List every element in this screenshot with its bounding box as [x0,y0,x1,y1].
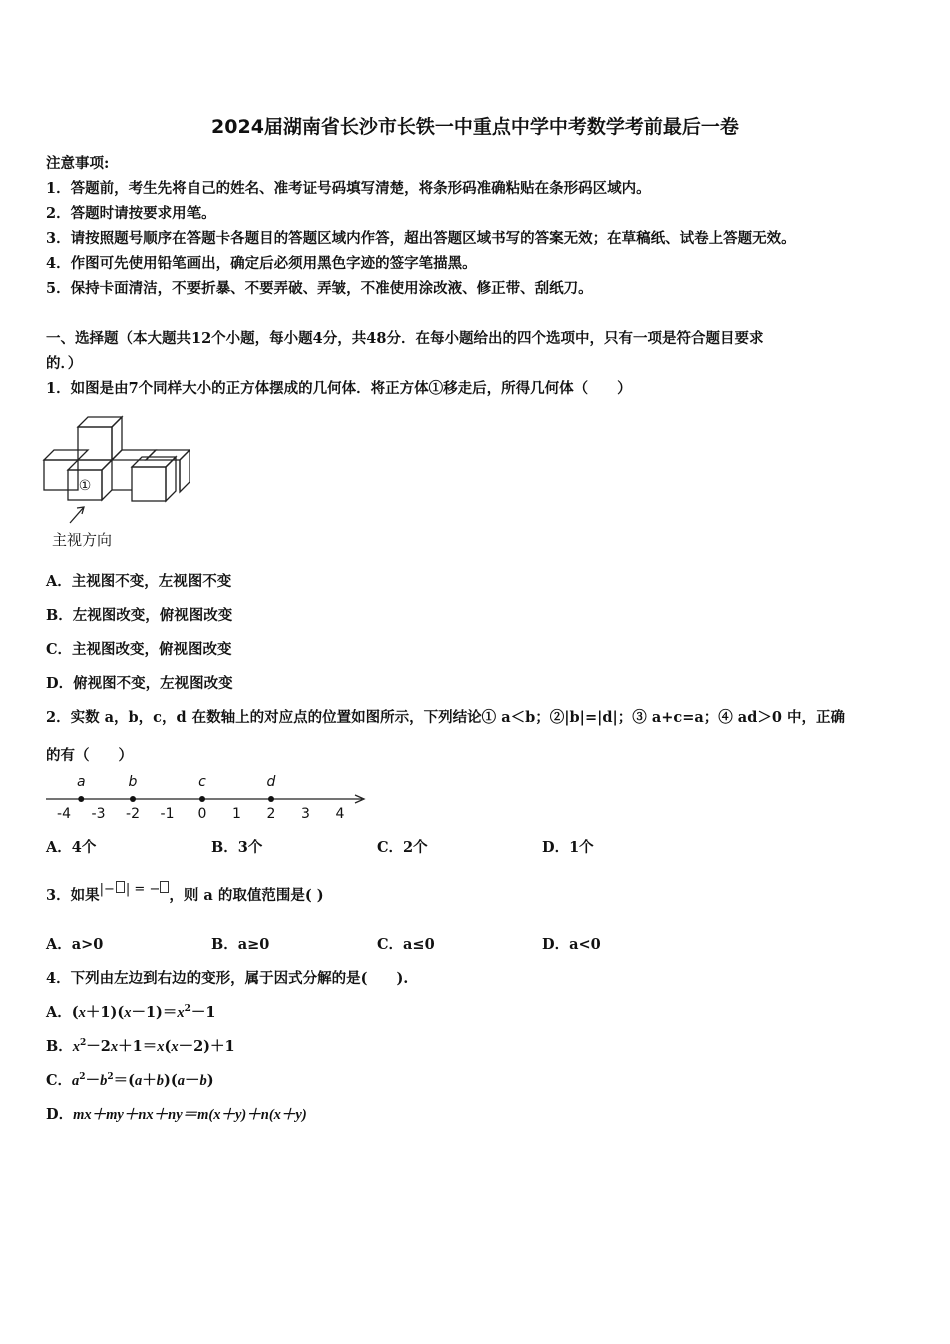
q3-option-c: C．a≤0 [377,936,435,953]
tick-label: -3 [91,806,106,822]
cube-1-side [102,460,112,500]
notes-item-4: 4．作图可先使用铅笔画出，确定后必须用黑色字迹的签字笔描黑。 [46,255,477,272]
q4-option-d: D．mx＋my＋nx＋ny＝m(x＋y)＋n(x＋y) [46,1106,307,1123]
direction-arrow [70,507,84,523]
notes-item-5: 5．保持卡面清洁，不要折暴、不要弄破、弄皱，不准使用涂改液、修正带、刮纸刀。 [46,280,593,297]
q2-option-a: A．4个 [46,839,97,856]
top-cube-side [112,417,122,460]
q3-formula-minus: − [103,882,115,897]
front-right-cube-top [132,457,176,467]
q1-option-a: A．主视图不变，左视图不变 [46,573,232,590]
notes-item-1: 1．答题前，考生先将自己的姓名、准考证号码填写清楚，将条形码准确粘贴在条形码区域内。 [46,180,651,197]
q2-number-line [42,772,372,824]
tick-label: 4 [335,806,345,822]
q3-formula-box-2 [160,881,169,893]
q1-option-d: D．俯视图不变，左视图改变 [46,675,233,692]
page-title: 2024届湖南省长沙市长铁一中重点中学中考数学考前最后一卷 [211,116,739,138]
tick-label: 3 [301,806,310,822]
row-cube-top-2 [146,450,190,460]
q2-option-d: D．1个 [542,839,594,856]
q4-option-b: B．$x^2-2x+1=x(x-2)+1$ [46,1038,235,1055]
q1-cube-figure [40,412,190,557]
direction-label: 主视方向 [52,531,113,549]
front-right-cube-front [132,467,166,501]
q3-stem [46,884,324,905]
point-label-a: a [76,774,86,790]
notes-heading: 注意事项: [46,155,110,172]
cube-1-label: ① [78,478,92,494]
q4-option-c: C．$a^2-b^2=(a+b)(a-b)$ [46,1072,214,1089]
q1-option-b: B．左视图改变，俯视图改变 [46,607,233,624]
q3-stem-prefix: 3．如果 [46,887,100,904]
q3-stem-suffix: ，则 a 的取值范围是( ) [169,887,324,904]
cube-1-top [68,460,112,470]
q1-stem: 1．如图是由7个同样大小的正方体摆成的几何体．将正方体①移走后，所得几何体（ ） [46,380,632,397]
q3-option-d: D．a<0 [542,936,601,953]
q3-formula: |− | = − [100,882,170,897]
left-cube-top [44,450,88,460]
point-b [130,796,136,802]
q2-stem-line-1: 2．实数 a，b，c，d 在数轴上的对应点的位置如图所示，下列结论① a＜b；②|b|=|d|；③ a+c=a；④ ad＞0 中，正确 [46,709,845,726]
q3-option-a: A．a>0 [46,936,104,953]
tick-label: 0 [197,806,207,822]
row-cube-top [112,450,156,460]
point-label-d: d [266,774,276,790]
q3-formula-box-1 [116,881,125,893]
point-d [268,796,274,802]
point-a [78,796,84,802]
top-cube-top [78,417,122,427]
q3-formula-rhs-minus: − [149,882,161,897]
notes-item-2: 2．答题时请按要求用笔。 [46,205,216,222]
q3-option-b: B．a≥0 [211,936,270,953]
right-cube-side [180,450,190,492]
tick-label: -2 [126,806,140,822]
q2-option-c: C．2个 [377,839,428,856]
q2-stem-line-2: 的有（ ） [46,747,133,764]
q4-option-a: A．$(x+1)(x-1)=x^2-1$ [46,1004,216,1021]
q1-option-c: C．主视图改变，俯视图改变 [46,641,232,658]
q4-stem: 4．下列由左边到右边的变形，属于因式分解的是( ). [46,970,409,987]
section-heading-line-2: 的．） [46,355,83,372]
section-heading-line-1: 一、选择题（本大题共12个小题，每小题4分，共48分．在每小题给出的四个选项中，只有一项是符合题目要求 [46,330,764,347]
notes-item-3: 3．请按照题号顺序在答题卡各题目的答题区域内作答，超出答题区域书写的答案无效；在草稿纸、试卷上答题无效。 [46,230,796,247]
tick-label: 2 [266,806,276,822]
tick-label: -4 [57,806,71,822]
front-right-cube-side [166,457,176,501]
point-label-c: c [198,774,206,790]
tick-label: -1 [160,806,175,822]
tick-label: 1 [232,806,241,822]
point-label-b: b [128,774,138,790]
point-c [199,796,205,802]
q2-option-b: B．3个 [211,839,263,856]
q3-formula-equals: = [134,882,146,897]
